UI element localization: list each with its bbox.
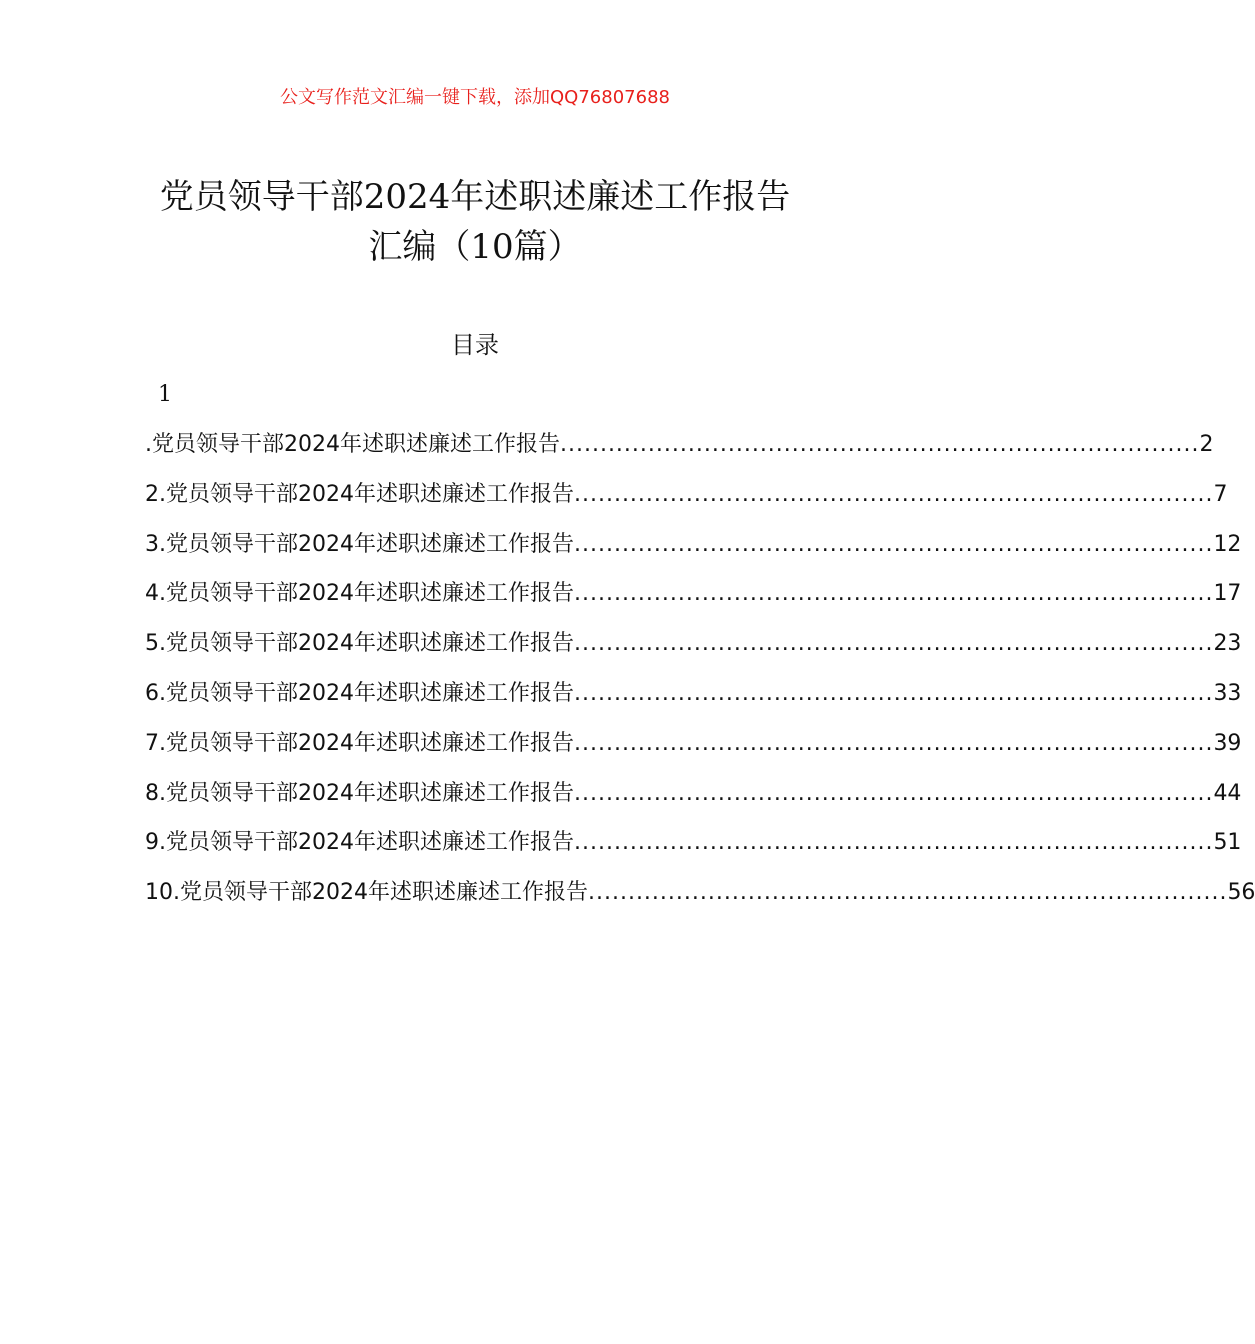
toc-entry-page: 17 bbox=[1213, 581, 1242, 607]
toc-entry-title: 8.党员领导干部2024年述职述廉述工作报告 bbox=[145, 780, 574, 806]
toc-leader-dots: ................................................................................ bbox=[573, 531, 1214, 557]
toc-leader-dots: ................................................................................ bbox=[573, 730, 1214, 756]
toc-entry-page: 12 bbox=[1213, 531, 1242, 557]
toc-leader-dots: ................................................................................ bbox=[573, 830, 1214, 856]
toc-entry[interactable] bbox=[145, 425, 1214, 475]
toc-entry[interactable] bbox=[145, 724, 1242, 774]
toc-stray-number: 1 bbox=[158, 382, 172, 407]
toc-entry-title: 3.党员领导干部2024年述职述廉述工作报告 bbox=[145, 531, 574, 557]
table-of-contents bbox=[145, 425, 1255, 923]
toc-leader-dots: ................................................................................ bbox=[573, 680, 1214, 706]
toc-entry-title: 9.党员领导干部2024年述职述廉述工作报告 bbox=[145, 830, 574, 856]
toc-entry-title: 2.党员领导干部2024年述职述廉述工作报告 bbox=[145, 481, 574, 507]
toc-entry-page: 44 bbox=[1213, 780, 1242, 806]
toc-entry-page: 51 bbox=[1213, 830, 1242, 856]
toc-entry-title: 10.党员领导干部2024年述职述廉述工作报告 bbox=[145, 880, 588, 906]
document-title bbox=[100, 172, 850, 272]
toc-leader-dots: ................................................................................ bbox=[573, 481, 1214, 507]
toc-leader-dots: ................................................................................ bbox=[573, 631, 1214, 657]
toc-entry-title: 5.党员领导干部2024年述职述廉述工作报告 bbox=[145, 631, 574, 657]
toc-heading: 目录 bbox=[451, 331, 499, 359]
toc-entry-page: 56 bbox=[1227, 880, 1255, 906]
toc-entry-page: 2 bbox=[1199, 432, 1214, 457]
toc-entry-page: 39 bbox=[1213, 730, 1242, 756]
toc-leader-dots: ................................................................................ bbox=[573, 581, 1214, 607]
title-line-2: 汇编（10篇） bbox=[368, 227, 582, 267]
toc-entry-title: 4.党员领导干部2024年述职述廉述工作报告 bbox=[145, 581, 574, 607]
toc-entry[interactable] bbox=[145, 475, 1228, 525]
toc-entry[interactable] bbox=[145, 525, 1242, 575]
toc-entry-page: 23 bbox=[1213, 631, 1242, 657]
toc-entry-page: 7 bbox=[1213, 481, 1228, 507]
toc-entry[interactable] bbox=[145, 674, 1242, 724]
toc-entry-title: 7.党员领导干部2024年述职述廉述工作报告 bbox=[145, 730, 574, 756]
toc-entry-title: .党员领导干部2024年述职述廉述工作报告 bbox=[145, 432, 560, 457]
toc-entry[interactable] bbox=[145, 624, 1242, 674]
toc-leader-dots: ................................................................................ bbox=[559, 432, 1200, 457]
toc-leader-dots: ................................................................................ bbox=[587, 880, 1228, 906]
toc-entry[interactable] bbox=[145, 873, 1255, 923]
title-line-1: 党员领导干部2024年述职述廉述工作报告 bbox=[159, 177, 791, 217]
toc-leader-dots: ................................................................................ bbox=[573, 780, 1214, 806]
toc-entry[interactable] bbox=[145, 774, 1242, 824]
toc-entry-title: 6.党员领导干部2024年述职述廉述工作报告 bbox=[145, 680, 574, 706]
promo-banner: 公文写作范文汇编一键下载，添加QQ76807688 bbox=[280, 87, 670, 108]
toc-entry[interactable] bbox=[145, 574, 1242, 624]
toc-entry-page: 33 bbox=[1213, 680, 1242, 706]
toc-entry[interactable] bbox=[145, 823, 1242, 873]
